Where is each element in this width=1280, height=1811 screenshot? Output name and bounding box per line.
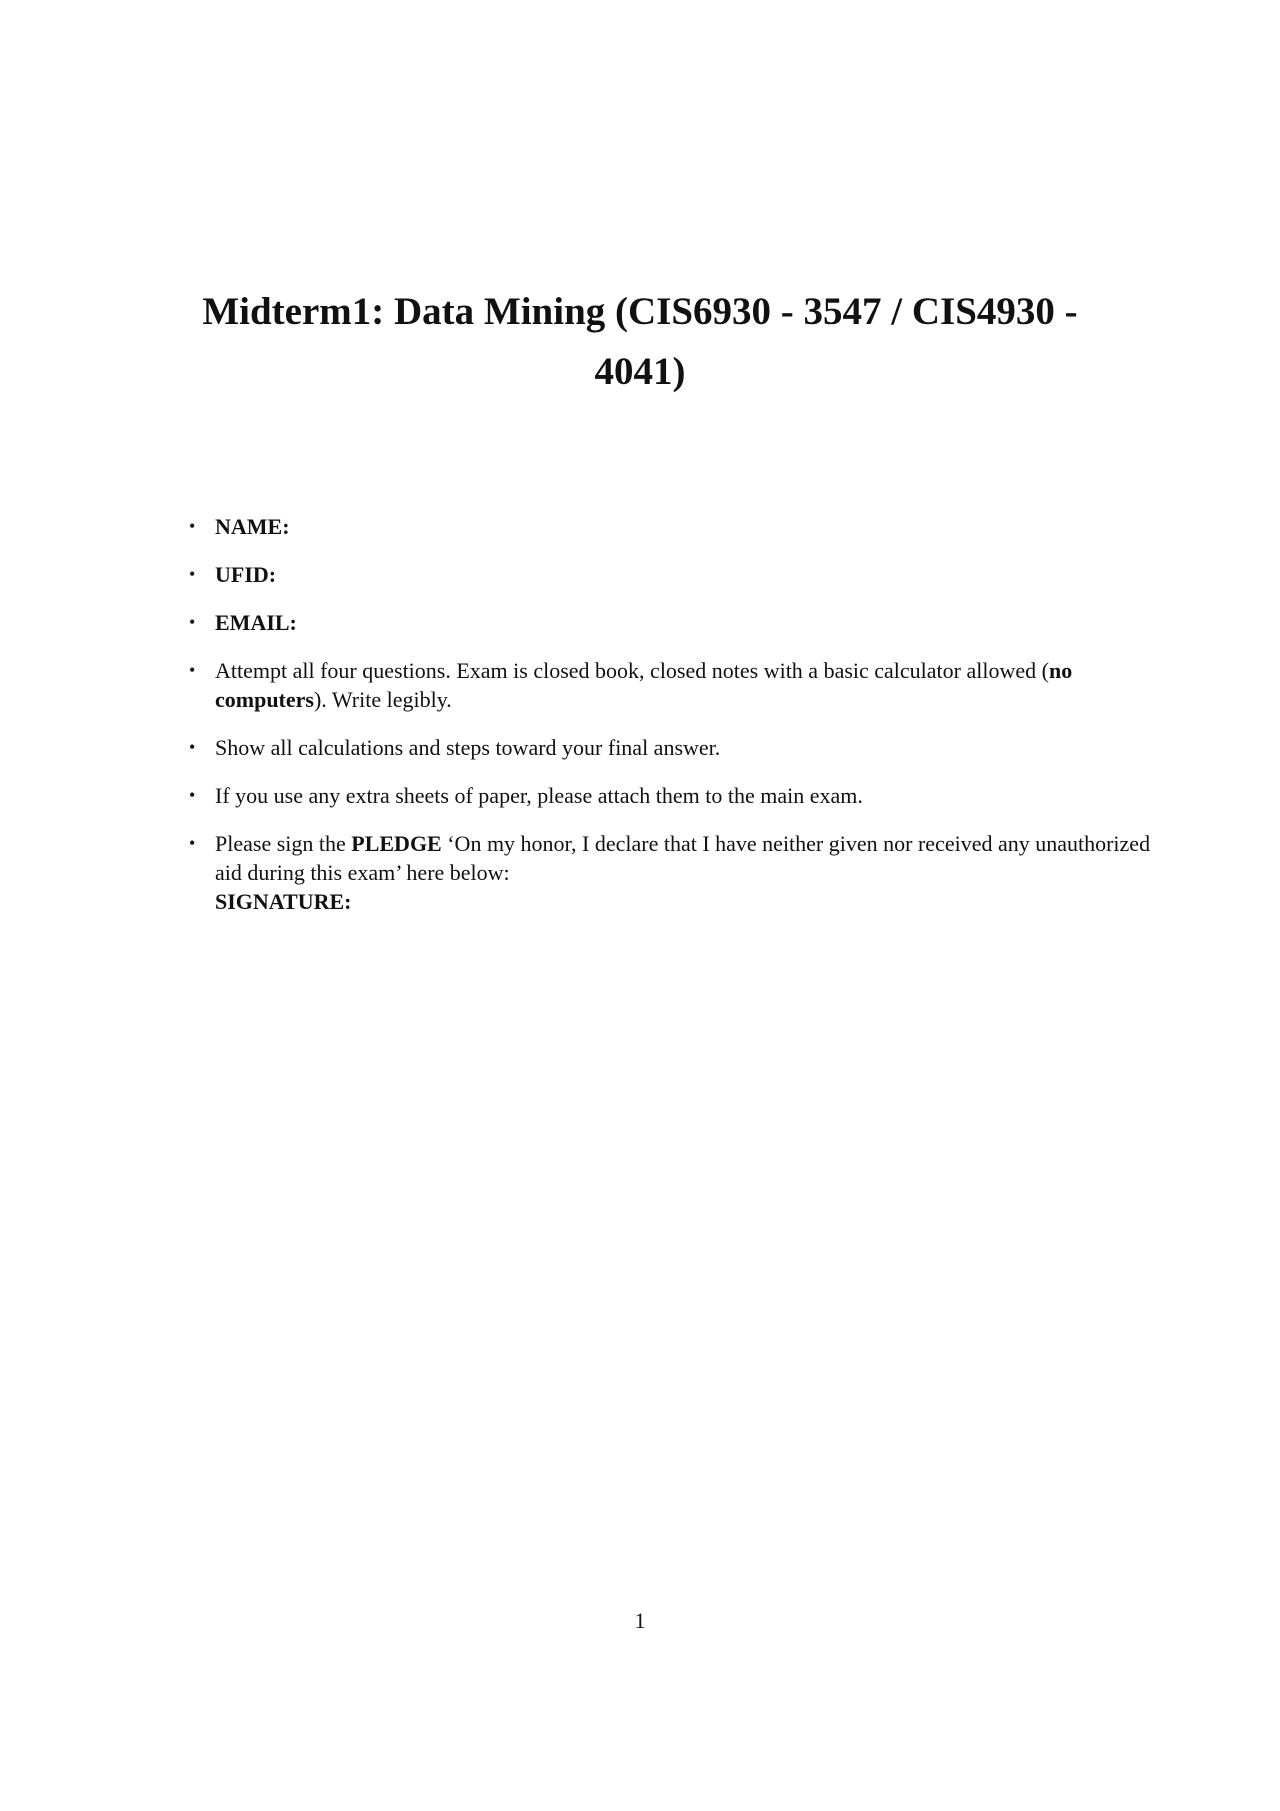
attempt-text-end: ). Write legibly. — [313, 687, 452, 712]
page-number: 1 — [634, 1608, 646, 1633]
email-label: EMAIL: — [215, 610, 297, 635]
list-item-email — [185, 608, 1165, 637]
list-item-show — [185, 733, 1165, 762]
no-computers-text: no computers — [215, 658, 1073, 712]
pledge-label: PLEDGE — [351, 831, 442, 856]
list-item-attempt — [185, 656, 1165, 714]
exam-title — [150, 282, 1130, 402]
extra-text: If you use any extra sheets of paper, please attach them to the main exam. — [215, 783, 863, 808]
instruction-list — [185, 512, 1165, 935]
show-text: Show all calculations and steps toward your final answer. — [215, 735, 721, 760]
bullet: • — [189, 660, 196, 680]
list-item-extra — [185, 781, 1165, 810]
bullet: • — [189, 737, 196, 757]
attempt-text: Attempt all four questions. Exam is closed book, closed notes with a basic calculator allowed ( — [215, 658, 1049, 683]
list-item-name — [185, 512, 1165, 541]
list-item-ufid — [185, 560, 1165, 589]
bullet: • — [189, 612, 196, 632]
bullet: • — [189, 785, 196, 805]
ufid-label: UFID: — [215, 562, 277, 587]
pledge-text-end: ‘On my honor, I declare that I have neither given nor received any unauthorized aid during this exam’ here below: — [215, 831, 1151, 885]
list-item-pledge — [185, 829, 1165, 916]
signature-label: SIGNATURE: — [215, 889, 352, 914]
name-label: NAME: — [215, 514, 290, 539]
pledge-text: Please sign the — [215, 831, 352, 856]
bullet: • — [189, 516, 196, 536]
bullet: • — [189, 833, 196, 853]
bullet: • — [189, 564, 196, 584]
title-line-2: 4041) — [594, 350, 686, 393]
title-line-1: Midterm1: Data Mining (CIS6930 - 3547 / CIS4930 - — [202, 290, 1078, 333]
